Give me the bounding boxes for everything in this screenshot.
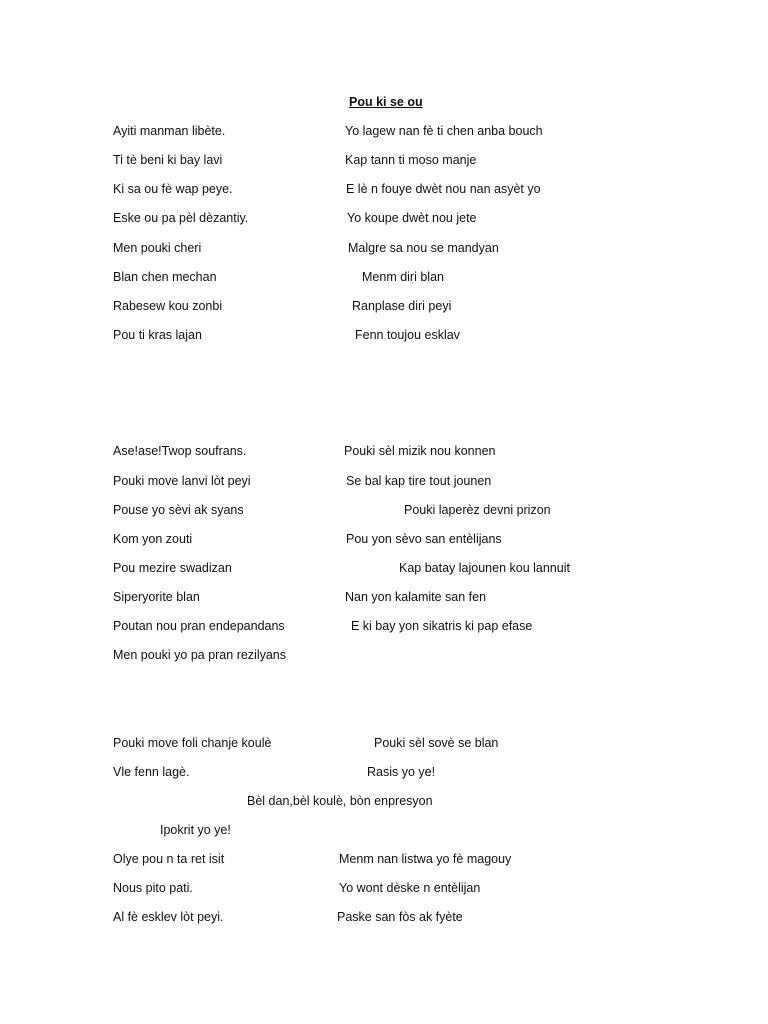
- poem-line: Eske ou pa pèl dèzantiy.: [113, 211, 249, 225]
- poem-line: Nan yon kalamite san fen: [345, 590, 487, 604]
- poem-title: Pou ki se ou: [349, 95, 423, 109]
- poem-line: Pouki move lanvi lòt peyi: [113, 474, 251, 488]
- poem-line: Kap tann ti moso manje: [345, 153, 477, 167]
- poem-line: Pou mezire swadizan: [113, 561, 232, 575]
- poem-line: Fenn toujou esklav: [355, 328, 460, 342]
- poem-line: Paske san fòs ak fyète: [337, 910, 463, 924]
- poem-line: Malgre sa nou se mandyan: [348, 241, 499, 255]
- poem-line: Ranplase diri peyi: [352, 299, 452, 313]
- poem-line: Ti tè beni ki bay lavi: [113, 153, 223, 167]
- poem-line: Bèl dan,bèl koulè, bòn enpresyon: [247, 794, 433, 808]
- poem-line: Kap batay lajounen kou lannuit: [399, 561, 570, 575]
- poem-line: Blan chen mechan: [113, 270, 217, 284]
- poem-line: Yo koupe dwèt nou jete: [347, 211, 477, 225]
- poem-line: Yo lagew nan fè ti chen anba bouch: [345, 124, 543, 138]
- poem-line: Ayiti manman libète.: [113, 124, 226, 138]
- poem-line: Nous pito pati.: [113, 881, 193, 895]
- poem-line: Menm nan listwa yo fè magouy: [339, 852, 512, 866]
- poem-line: Ipokrit yo ye!: [160, 823, 231, 837]
- poem-line: Se bal kap tire tout jounen: [346, 474, 492, 488]
- poem-line: Pouse yo sèvi ak syans: [113, 503, 244, 517]
- poem-line: Kom yon zouti: [113, 532, 193, 546]
- poem-line: Pou yon sèvo san entèlijans: [346, 532, 502, 546]
- poem-line: Pouki laperèz devni prizon: [404, 503, 551, 517]
- poem-line: E ki bay yon sikatris ki pap efase: [351, 619, 533, 633]
- poem-line: Rabesew kou zonbi: [113, 299, 223, 313]
- poem-line: Poutan nou pran endepandans: [113, 619, 285, 633]
- poem-line: Ki sa ou fè wap peye.: [113, 182, 233, 196]
- poem-line: Pou ti kras lajan: [113, 328, 202, 342]
- poem-line: Pouki sèl sovè se blan: [374, 736, 499, 750]
- poem-line: E lè n fouye dwèt nou nan asyèt yo: [346, 182, 541, 196]
- poem-line: Pouki move foli chanje koulè: [113, 736, 272, 750]
- poem-line: Yo wont dèske n entèlijan: [339, 881, 481, 895]
- poem-line: Men pouki cheri: [113, 241, 202, 255]
- poem-line: Olye pou n ta ret isit: [113, 852, 225, 866]
- poem-line: Vle fenn lagè.: [113, 765, 190, 779]
- poem-line: Siperyorite blan: [113, 590, 200, 604]
- poem-line: Men pouki yo pa pran rezilyans: [113, 648, 287, 662]
- poem-line: Ase!ase!Twop soufrans.: [113, 444, 247, 458]
- poem-line: Rasis yo ye!: [367, 765, 436, 779]
- poem-line: Menm diri blan: [362, 270, 444, 284]
- poem-line: Al fè esklev lòt peyi.: [113, 910, 224, 924]
- poem-line: Pouki sèl mizik nou konnen: [344, 444, 496, 458]
